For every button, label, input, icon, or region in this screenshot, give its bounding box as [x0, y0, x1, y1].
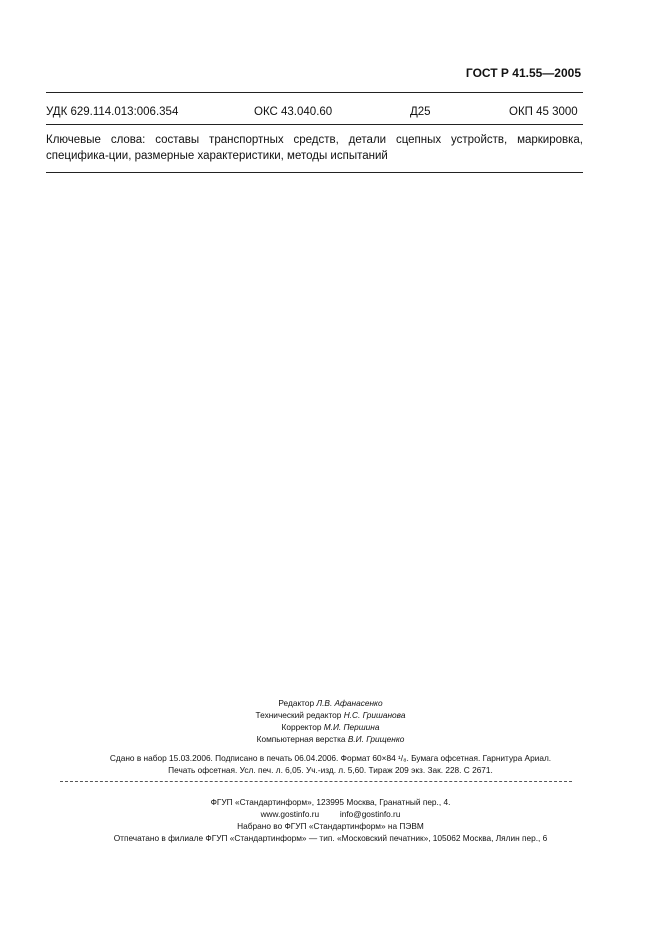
editor-line [0, 697, 661, 709]
classification-rule [46, 124, 583, 125]
tech-editor-label: Технический редактор [255, 710, 342, 720]
corrector-line [0, 721, 661, 733]
keywords-rule [46, 172, 583, 173]
editor-label: Редактор [278, 698, 315, 708]
layout-line [0, 733, 661, 745]
corrector-name: М.И. Першина [323, 722, 380, 732]
layout-label: Компьютерная верстка [256, 734, 346, 744]
print-info-line2: Печать офсетная. Усл. печ. л. 6,05. Уч.-изд. л. 5,60. Тираж 209 экз. Зак. 228. С 2671. [168, 765, 493, 775]
publisher-site: www.gostinfo.ru [260, 809, 320, 819]
publisher-contacts [0, 808, 661, 820]
print-info [0, 752, 661, 776]
publisher-block [0, 796, 661, 844]
publisher-printed: Отпечатано в филиале ФГУП «Стандартинформ» — тип. «Московский печатник», 105062 Москва, Лялин пер., 6 [113, 833, 548, 843]
publisher-email: info@gostinfo.ru [339, 809, 401, 819]
publisher-typeset: Набрано во ФГУП «Стандартинформ» на ПЭВМ [237, 821, 424, 831]
separator-rule [60, 781, 572, 783]
credits-block [0, 697, 661, 745]
print-info-line1: Сдано в набор 15.03.2006. Подписано в печать 06.04.2006. Формат 60×84 ¹/₈. Бумага офсетная. Гарнитура Ариал. [109, 753, 552, 763]
keywords: Ключевые слова: составы транспортных средств, детали сцепных устройств, маркировка, специфика-ции, размерные характеристики, методы испытаний [46, 134, 583, 162]
oks-code: ОКС 43.040.60 [254, 106, 333, 118]
group-code: Д25 [410, 106, 431, 118]
standard-number: ГОСТ Р 41.55—2005 [465, 66, 581, 80]
publisher-address: ФГУП «Стандартинформ», 123995 Москва, Гранатный пер., 4. [210, 797, 451, 807]
corrector-label: Корректор [281, 722, 322, 732]
okp-code: ОКП 45 3000 [509, 106, 578, 118]
tech-editor-line [0, 709, 661, 721]
udc-code: УДК 629.114.013:006.354 [46, 106, 179, 118]
tech-editor-name: Н.С. Гришанова [343, 710, 406, 720]
editor-name: Л.В. Афанасенко [316, 698, 383, 708]
layout-name: В.И. Грищенко [347, 734, 405, 744]
top-rule [46, 92, 583, 93]
